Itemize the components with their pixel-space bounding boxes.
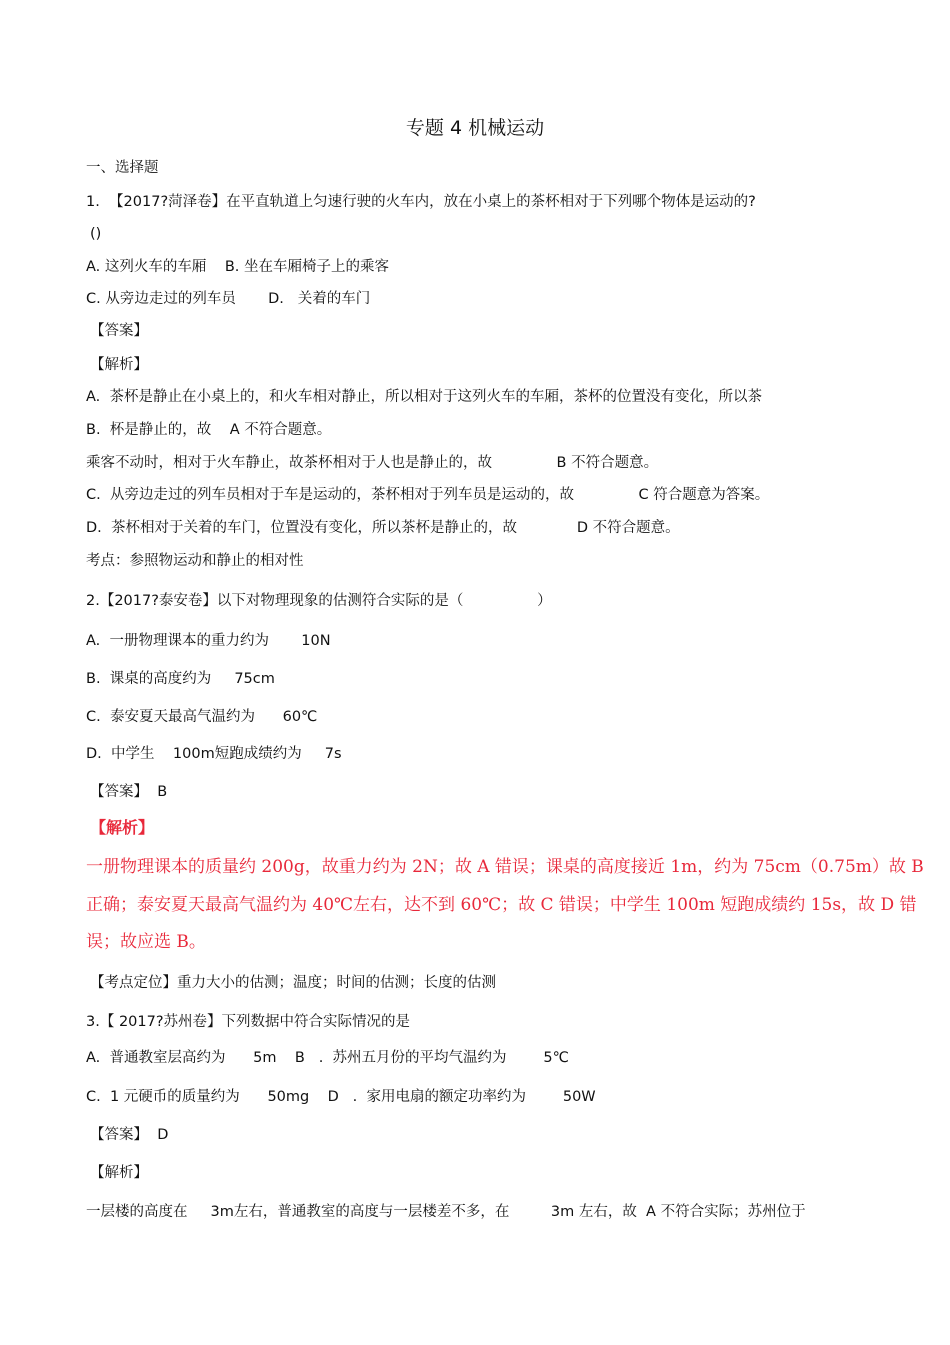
q1-options-ab: A. 这列火车的车厢 B. 坐在车厢椅子上的乘客 — [86, 259, 389, 275]
q2-analysis-label: 【解析】 — [90, 818, 155, 837]
q2-answer: 【答案】 B — [90, 784, 168, 800]
q2-knowledge-point: 【考点定位】重力大小的估测；温度；时间的估测；长度的估测 — [90, 975, 496, 991]
q2-analysis-line: 一册物理课本的质量约 200g，故重力约为 2N；故 A 错误；课桌的高度接近 1m，约为 75cm（0.75m）故 B — [86, 857, 924, 877]
q1-knowledge-point: 考点：参照物运动和静止的相对性 — [86, 553, 304, 569]
section-heading: 一、选择题 — [86, 160, 159, 176]
page-title: 专题 4 机械运动 — [405, 117, 545, 139]
q3-analysis-label: 【解析】 — [90, 1165, 148, 1181]
q2-option-c: C. 泰安夏天最高气温约为 60℃ — [86, 709, 318, 725]
q3-options-ab: A. 普通教室层高约为 5m B . 苏州五月份的平均气温约为 5℃ — [86, 1050, 569, 1066]
q1-analysis-label: 【解析】 — [90, 357, 148, 373]
q2-option-d: D. 中学生 100m短跑成绩约为 7s — [86, 746, 342, 762]
q2-stem: 2.【2017?泰安卷】以下对物理现象的估测符合实际的是（ ） — [86, 593, 552, 609]
q2-option-a: A. 一册物理课本的重力约为 10N — [86, 633, 331, 649]
q2-option-b: B. 课桌的高度约为 75cm — [86, 671, 275, 687]
q3-analysis-line: 一层楼的高度在 3m左右，普通教室的高度与一层楼差不多，在 3m 左右，故 A 不符合实际；苏州位于 — [86, 1204, 806, 1220]
q1-analysis-line: C. 从旁边走过的列车员相对于车是运动的，茶杯相对于列车员是运动的，故 C 符合题意为答案。 — [86, 487, 770, 503]
q1-analysis-line: A. 茶杯是静止在小桌上的，和火车相对静止，所以相对于这列火车的车厢，茶杯的位置没有变化，所以茶 — [86, 389, 762, 405]
q3-options-cd: C. 1 元硬币的质量约为 50mg D . 家用电扇的额定功率约为 50W — [86, 1089, 596, 1105]
q1-analysis-line: 乘客不动时，相对于火车静止，故茶杯相对于人也是静止的，故 B 不符合题意。 — [86, 455, 659, 471]
q1-options-cd: C. 从旁边走过的列车员 D. 关着的车门 — [86, 291, 371, 307]
q1-analysis-line: D. 茶杯相对于关着的车门，位置没有变化，所以茶杯是静止的，故 D 不符合题意。 — [86, 520, 680, 536]
q1-analysis-line: B. 杯是静止的，故 A 不符合题意。 — [86, 422, 332, 438]
q1-stem: 1. 【2017?菏泽卷】在平直轨道上匀速行驶的火车内，放在小桌上的茶杯相对于下列哪个物体是运动的? — [86, 194, 756, 210]
q1-paren: () — [90, 226, 102, 242]
q2-analysis-line: 正确；泰安夏天最高气温约为 40℃左右，达不到 60℃；故 C 错误；中学生 100m 短跑成绩约 15s，故 D 错 — [86, 895, 917, 915]
q3-stem: 3.【 2017?苏州卷】下列数据中符合实际情况的是 — [86, 1014, 411, 1030]
q2-analysis-line: 误；故应选 B。 — [86, 932, 206, 952]
q1-answer-label: 【答案】 — [90, 323, 148, 339]
q3-answer: 【答案】 D — [90, 1127, 169, 1143]
